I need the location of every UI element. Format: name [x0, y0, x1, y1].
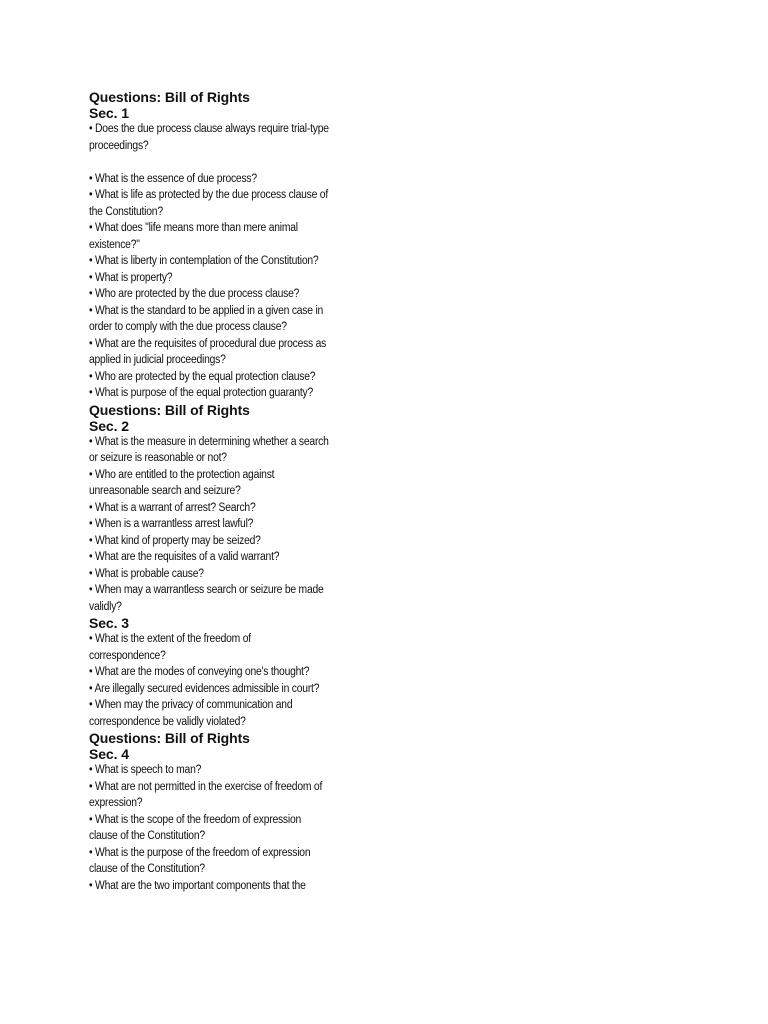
question-line: correspondence?	[89, 649, 166, 662]
section-1	[89, 89, 389, 402]
question-line: the Constitution?	[89, 205, 163, 218]
section-number: Sec. 1	[89, 105, 129, 121]
question-line: • When may a warrantless search or seizure be made	[89, 584, 324, 596]
question-line: • When may the privacy of communication and	[89, 699, 293, 711]
section-title: Questions: Bill of Rights	[89, 401, 250, 418]
question-line: • Who are entitled to the protection against	[89, 468, 275, 481]
section-title: Questions: Bill of Rights	[89, 89, 250, 105]
question-line: • What is the essence of due process?	[89, 172, 257, 185]
question-line: correspondence be validly violated?	[89, 715, 246, 728]
question-line: • What is life as protected by the due process clause of	[89, 189, 328, 201]
question-line: unreasonable search and seizure?	[89, 485, 241, 497]
question-line: • Who are protected by the due process clause?	[89, 288, 300, 300]
question-line: • What is the scope of the freedom of expression	[89, 813, 302, 826]
question-line: or seizure is reasonable or not?	[89, 452, 227, 464]
question-line: • What are the requisites of procedural due process as	[89, 337, 327, 350]
question-line: proceedings?	[89, 139, 149, 152]
question-line: validly?	[89, 600, 122, 613]
question-line: • What is liberty in contemplation of the Constitution?	[89, 255, 319, 267]
section-number: Sec. 3	[89, 615, 129, 631]
question-line: • What is speech to man?	[89, 764, 202, 776]
question-line: • What are not permitted in the exercise of freedom of	[89, 780, 323, 793]
document-page	[89, 89, 389, 894]
question-line: • What is probable cause?	[89, 567, 204, 580]
section-4	[89, 730, 389, 894]
question-line: • What are the two important components that the	[89, 879, 306, 892]
question-line: clause of the Constitution?	[89, 830, 205, 842]
question-line: expression?	[89, 797, 143, 809]
question-line: • What kind of property may be seized?	[89, 534, 261, 547]
question-line: • What is the standard to be applied in a given case in	[89, 304, 324, 317]
question-line: order to comply with the due process clause?	[89, 321, 287, 333]
question-line: • What are the modes of conveying one's thought?	[89, 666, 310, 678]
section-title: Questions: Bill of Rights	[89, 730, 250, 746]
question-line: applied in judicial proceedings?	[89, 354, 226, 366]
question-line: • What are the requisites of a valid warrant?	[89, 551, 280, 563]
question-line: • Are illegally secured evidences admissible in court?	[89, 682, 320, 695]
question-line: clause of the Constitution?	[89, 863, 205, 875]
question-line: • What is the measure in determining whether a search	[89, 435, 329, 448]
question-line: • What is a warrant of arrest? Search?	[89, 501, 256, 514]
question-line: • What is the extent of the freedom of	[89, 633, 251, 645]
question-line: • Does the due process clause always require trial-type	[89, 123, 329, 135]
section-number: Sec. 4	[89, 746, 129, 762]
section-3	[89, 615, 389, 730]
question-line: • When is a warrantless arrest lawful?	[89, 518, 254, 530]
section-number: Sec. 2	[89, 417, 129, 434]
question-line: • Who are protected by the equal protection clause?	[89, 370, 316, 383]
question-line: • What is property?	[89, 271, 173, 284]
question-line: • What is the purpose of the freedom of expression	[89, 846, 311, 859]
blank-line	[89, 154, 389, 171]
section-2	[89, 402, 389, 616]
question-line: • What is purpose of the equal protection guaranty?	[89, 387, 314, 399]
question-line: existence?"	[89, 238, 140, 251]
question-line: • What does "life means more than mere animal	[89, 222, 298, 234]
